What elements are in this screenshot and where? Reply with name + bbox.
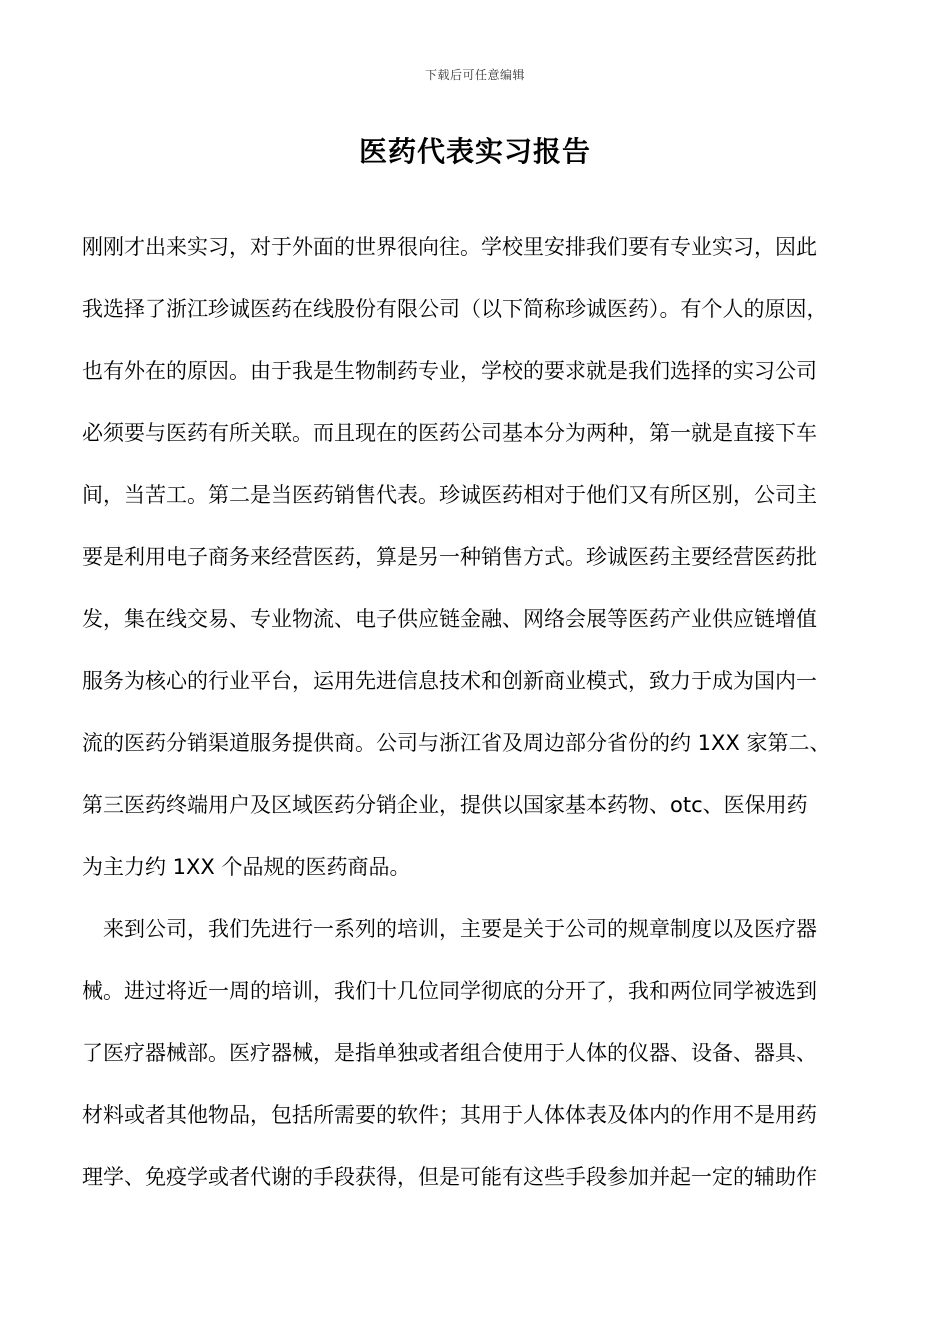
body-line: 要是利用电子商务来经营医药，算是另一种销售方式。珍诚医药主要经营医药批 (82, 545, 817, 569)
body-line: 发，集在线交易、专业物流、电子供应链金融、网络会展等医药产业供应链增值 (82, 607, 817, 631)
document-body (82, 216, 872, 1208)
body-line: 也有外在的原因。由于我是生物制药专业，学校的要求就是我们选择的实习公司 (82, 359, 817, 383)
body-line: 了医疗器械部。医疗器械，是指单独或者组合使用于人体的仪器、设备、器具、 (82, 1041, 817, 1065)
document-title: 医药代表实习报告 (358, 135, 591, 168)
body-line: 服务为核心的行业平台，运用先进信息技术和创新商业模式，致力于成为国内一 (82, 669, 817, 693)
body-line: 械。进过将近一周的培训，我们十几位同学彻底的分开了，我和两位同学被选到 (82, 979, 817, 1003)
body-line: 我选择了浙江珍诚医药在线股份有限公司（以下简称珍诚医药）。有个人的原因， (82, 297, 828, 321)
body-line: 刚刚才出来实习，对于外面的世界很向往。学校里安排我们要有专业实习，因此 (82, 235, 817, 259)
body-line: 必须要与医药有所关联。而且现在的医药公司基本分为两种，第一就是直接下车 (82, 421, 817, 445)
body-line: 间，当苦工。第二是当医药销售代表。珍诚医药相对于他们又有所区别，公司主 (82, 483, 817, 507)
body-line: 第三医药终端用户及区域医药分销企业，提供以国家基本药物、otc、医保用药 (82, 793, 808, 817)
body-line: 为主力约 1XX 个品规的医药商品。 (82, 855, 411, 879)
body-line: 理学、免疫学或者代谢的手段获得，但是可能有这些手段参加并起一定的辅助作 (82, 1165, 817, 1189)
header-note: 下载后可任意编辑 (424, 68, 525, 82)
body-line: 来到公司，我们先进行一系列的培训，主要是关于公司的规章制度以及医疗器 (82, 917, 817, 941)
body-line: 材料或者其他物品，包括所需要的软件；其用于人体体表及体内的作用不是用药 (82, 1103, 817, 1127)
body-line: 流的医药分销渠道服务提供商。公司与浙江省及周边部分省份的约 1XX 家第二、 (82, 731, 831, 755)
